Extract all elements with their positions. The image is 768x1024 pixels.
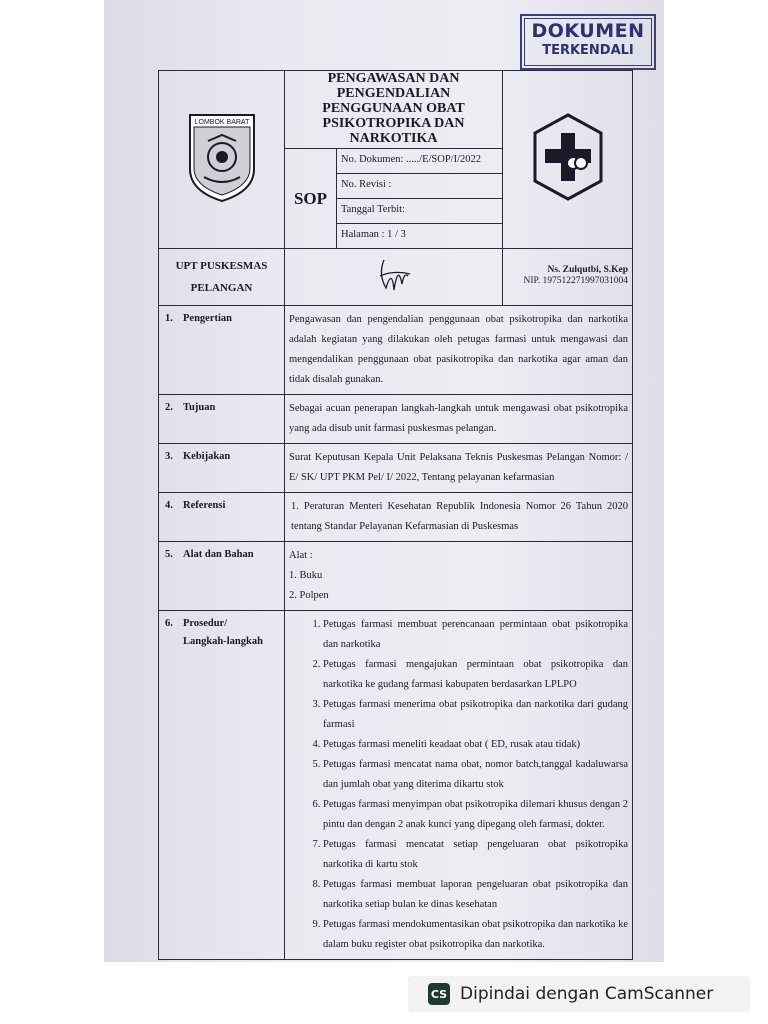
camscanner-watermark bbox=[408, 976, 750, 1012]
section-5-label: 5. Alat dan Bahan bbox=[159, 542, 285, 611]
section-5-content bbox=[285, 542, 633, 611]
stamp-line-1: DOKUMEN bbox=[531, 20, 645, 42]
section-6-content bbox=[285, 611, 633, 960]
section-6-label: 6. Prosedur/ Langkah-langkah bbox=[159, 611, 285, 960]
section-4-content: 1. Peraturan Menteri Kesehatan Republik Indonesia Nomor 26 Tahun 2020 tentang Standar Pelayanan Kefarmasian di Puskesmas bbox=[285, 493, 633, 542]
tool-item: 1. Buku bbox=[289, 570, 323, 581]
camscanner-text: Dipindai dengan CamScanner bbox=[460, 984, 714, 1004]
tools-heading: Alat : bbox=[289, 550, 313, 561]
puskesmas-logo-cell bbox=[503, 71, 633, 249]
section-3-label: 3. Kebijakan bbox=[159, 444, 285, 493]
procedure-steps bbox=[289, 615, 628, 955]
procedure-step: 3. Petugas farmasi menerima obat psikotropika dan narkotika dari gudang farmasi bbox=[323, 695, 628, 735]
regency-logo-cell bbox=[159, 71, 285, 249]
procedure-step: 6. Petugas farmasi menyimpan obat psikotropika dilemari khusus dengan 2 pintu dan dengan 2 anak kunci yang dipegang oleh farmasi, dokter. bbox=[323, 795, 628, 835]
signatory-name: Ns. Zulqutbi, S.Kep bbox=[547, 265, 629, 275]
issue-date: Tanggal Terbit: bbox=[337, 199, 503, 224]
section-3-content: Surat Keputusan Kepala Unit Pelaksana Teknis Puskesmas Pelangan Nomor: / E/ SK/ UPT PKM Pel/ I/ 2022, Tentang pelayanan kefarmasian bbox=[285, 444, 633, 493]
section-1-content: Pengawasan dan pengendalian penggunaan obat psikotropika dan narkotika adalah kegiatan yang dilakukan oleh petugas farmasi untuk mengawasi dan mengendalikan penggunaan obat pasikotropika dan narkotika agar aman dan tidak disalah gunakan. bbox=[285, 306, 633, 395]
procedure-step: 2. Petugas farmasi mengajukan permintaan obat psikotropika dan narkotika ke gudang farmasi kabupaten berdasarkan LPLPO bbox=[323, 655, 628, 695]
organization-line-2: PELANGAN bbox=[190, 282, 253, 294]
document-number: No. Dokumen: ...../E/SOP/I/2022 bbox=[337, 149, 503, 174]
camscanner-logo-icon: CS bbox=[428, 983, 450, 1005]
svg-text:LOMBOK BARAT: LOMBOK BARAT bbox=[194, 119, 249, 126]
procedure-step: 4. Petugas farmasi meneliti keadaat obat ( ED, rusak atau tidak) bbox=[323, 735, 628, 755]
section-2-content: Sebagai acuan penerapan langkah-langkah untuk mengawasi obat psikotropika yang ada disub unit farmasi puskesmas pelangan. bbox=[285, 395, 633, 444]
sop-label: SOP bbox=[285, 149, 337, 249]
organization-line-1: UPT PUSKESMAS bbox=[175, 260, 268, 272]
procedure-step: 9. Petugas farmasi mendokumentasikan obat psikotropika dan narkotika ke dalam buku register obat psikotropika dan narkotika. bbox=[323, 915, 628, 955]
lombok-barat-emblem-icon bbox=[186, 111, 258, 203]
official-signatory bbox=[503, 249, 633, 306]
stamp-line-2: TERKENDALI bbox=[542, 43, 634, 58]
handwritten-signature bbox=[364, 254, 424, 296]
puskesmas-cross-logo-icon bbox=[531, 111, 605, 203]
procedure-step: 8. Petugas farmasi membuat laporan pengeluaran obat psikotropika dan narkotika setiap bulan ke dinas kesehatan bbox=[323, 875, 628, 915]
controlled-document-stamp bbox=[520, 14, 656, 70]
signatory-nip: NIP. 197512271997031004 bbox=[523, 276, 629, 286]
section-4-label: 4. Referensi bbox=[159, 493, 285, 542]
tool-item: 2. Polpen bbox=[289, 590, 329, 601]
page-number: Halaman : 1 / 3 bbox=[337, 224, 503, 249]
section-1-label: 1. Pengertian bbox=[159, 306, 285, 395]
section-2-label: 2. Tujuan bbox=[159, 395, 285, 444]
organization-name bbox=[159, 249, 285, 306]
procedure-step: 1. Petugas farmasi membuat perencanaan permintaan obat psikotropika dan narkotika bbox=[323, 615, 628, 655]
procedure-step: 5. Petugas farmasi mencatat nama obat, nomor batch,tanggal kadaluwarsa dan jumlah obat yang diterima dikartu stok bbox=[323, 755, 628, 795]
sop-title: PENGAWASAN DAN PENGENDALIAN PENGGUNAAN OBAT PSIKOTROPIKA DAN NARKOTIKA bbox=[285, 71, 503, 149]
signature-cell bbox=[285, 249, 503, 306]
revision-number: No. Revisi : bbox=[337, 174, 503, 199]
procedure-step: 7. Petugas farmasi mencatat setiap pengeluaran obat psikotropika narkotika di kartu stok bbox=[323, 835, 628, 875]
sop-table bbox=[158, 70, 633, 960]
